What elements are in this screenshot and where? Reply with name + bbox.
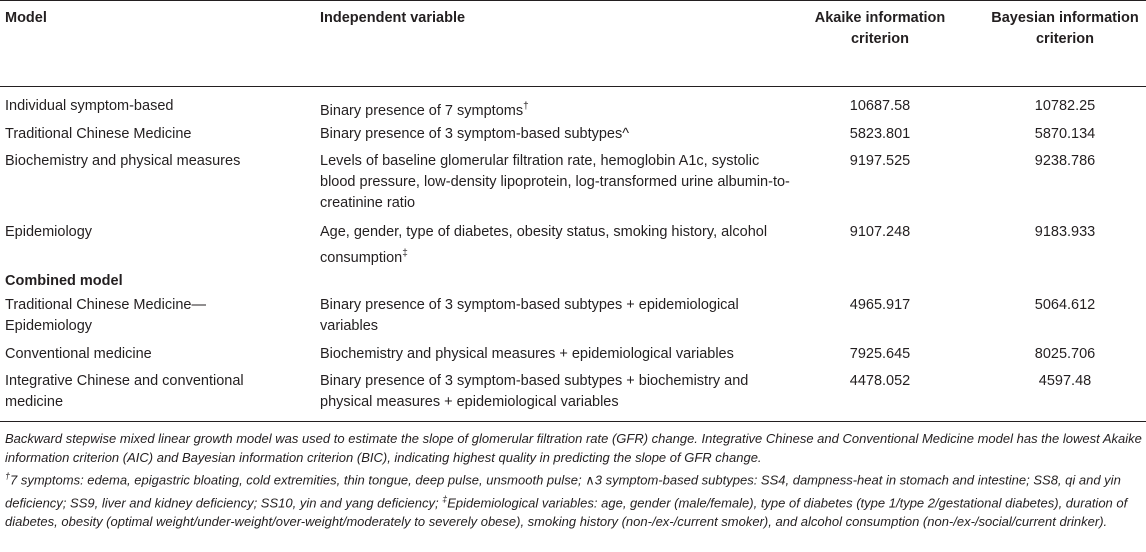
header-model: Model xyxy=(5,10,47,26)
row-1-model: Individual symptom-based xyxy=(5,98,174,114)
row-2-bic: 5870.134 xyxy=(1034,126,1096,142)
row-4-model: Epidemiology xyxy=(5,224,93,240)
row-2-model: Traditional Chinese Medicine xyxy=(5,126,192,142)
table-footnotes xyxy=(5,430,1143,531)
row-3-variable: Levels of baseline glomerular filtration rate, hemoglobin A1c, systolic blood pressure, low-density lipoprotein, log-transformed urine albumin-to-creatinine ratio xyxy=(320,153,790,211)
footnote-main: Backward stepwise mixed linear growth model was used to estimate the slope of glomerular filtration rate (GFR) change. Integrative Chinese and Conventional Medicine model has the lowest Akaike information criterion (AIC) and Bayesian information criterion (BIC), indicating highest quality in predicting the slope of GFR change. xyxy=(5,431,1142,465)
combined-row-3-bic: 4597.48 xyxy=(1038,373,1092,389)
footnote-ddagger: ‡ xyxy=(442,493,448,504)
header-independent-variable: Independent variable xyxy=(320,10,466,26)
table-bottom-rule xyxy=(0,421,1146,422)
ddagger-mark: ‡ xyxy=(402,248,408,259)
row-2-variable: Binary presence of 3 symptom-based subtypes^ xyxy=(320,126,630,142)
combined-row-1-bic: 5064.612 xyxy=(1034,297,1096,313)
combined-row-3-variable: Binary presence of 3 symptom-based subtypes + biochemistry and physical measures + epidemiological variables xyxy=(320,373,749,410)
combined-row-2-variable: Biochemistry and physical measures + epidemiological variables xyxy=(320,346,734,362)
combined-row-2-model: Conventional medicine xyxy=(5,346,152,362)
row-3-bic: 9238.786 xyxy=(1034,153,1096,169)
table-top-rule xyxy=(0,0,1146,1)
row-1-variable: Binary presence of 7 symptoms† xyxy=(320,101,529,119)
table-header-rule xyxy=(0,86,1146,87)
combined-row-3-aic: 4478.052 xyxy=(849,373,911,389)
combined-row-1-variable: Binary presence of 3 symptom-based subtypes + epidemiological variables xyxy=(320,297,739,334)
combined-model-heading: Combined model xyxy=(5,273,123,289)
header-aic: Akaike information criterion xyxy=(814,10,946,47)
row-1-aic: 10687.58 xyxy=(849,98,911,114)
combined-row-2-bic: 8025.706 xyxy=(1034,346,1096,362)
footnote-symbols: †7 symptoms: edema, epigastric bloating, cold extremities, thin tongue, deep pulse, unsmooth pulse; ∧3 symptom-based subtypes: SS4, dampness-heat in stomach and intestine; SS8, qi and yin deficiency; SS9, liver and kidney deficiency; SS10, yin and yang deficiency; ‡Epidemiological variables: age, gender (male/female), type of diabetes (type 1/type 2/gestational diabetes), duration of diabetes, obesity (optimal weight/under-weight/over-weight/moderately to severely obese), smoking history (non-/ex-/current smoker), and alcohol consumption (non-/ex-/social/current drinker). xyxy=(5,471,1128,529)
row-2-aic: 5823.801 xyxy=(849,126,911,142)
row-3-aic: 9197.525 xyxy=(849,153,911,169)
combined-row-3-model: Integrative Chinese and conventional medicine xyxy=(5,373,244,410)
header-bic: Bayesian information criterion xyxy=(991,10,1139,47)
row-3-model: Biochemistry and physical measures xyxy=(5,153,241,169)
dagger-mark: † xyxy=(523,101,529,112)
row-4-aic: 9107.248 xyxy=(849,224,911,240)
row-4-variable: Age, gender, type of diabetes, obesity status, smoking history, alcohol consumption‡ xyxy=(320,224,768,266)
row-1-bic: 10782.25 xyxy=(1034,98,1096,114)
combined-row-2-aic: 7925.645 xyxy=(849,346,911,362)
combined-row-1-aic: 4965.917 xyxy=(849,297,911,313)
combined-row-1-model: Traditional Chinese Medicine—Epidemiology xyxy=(5,297,206,334)
footnote-dagger: † xyxy=(5,471,11,481)
row-4-bic: 9183.933 xyxy=(1034,224,1096,240)
